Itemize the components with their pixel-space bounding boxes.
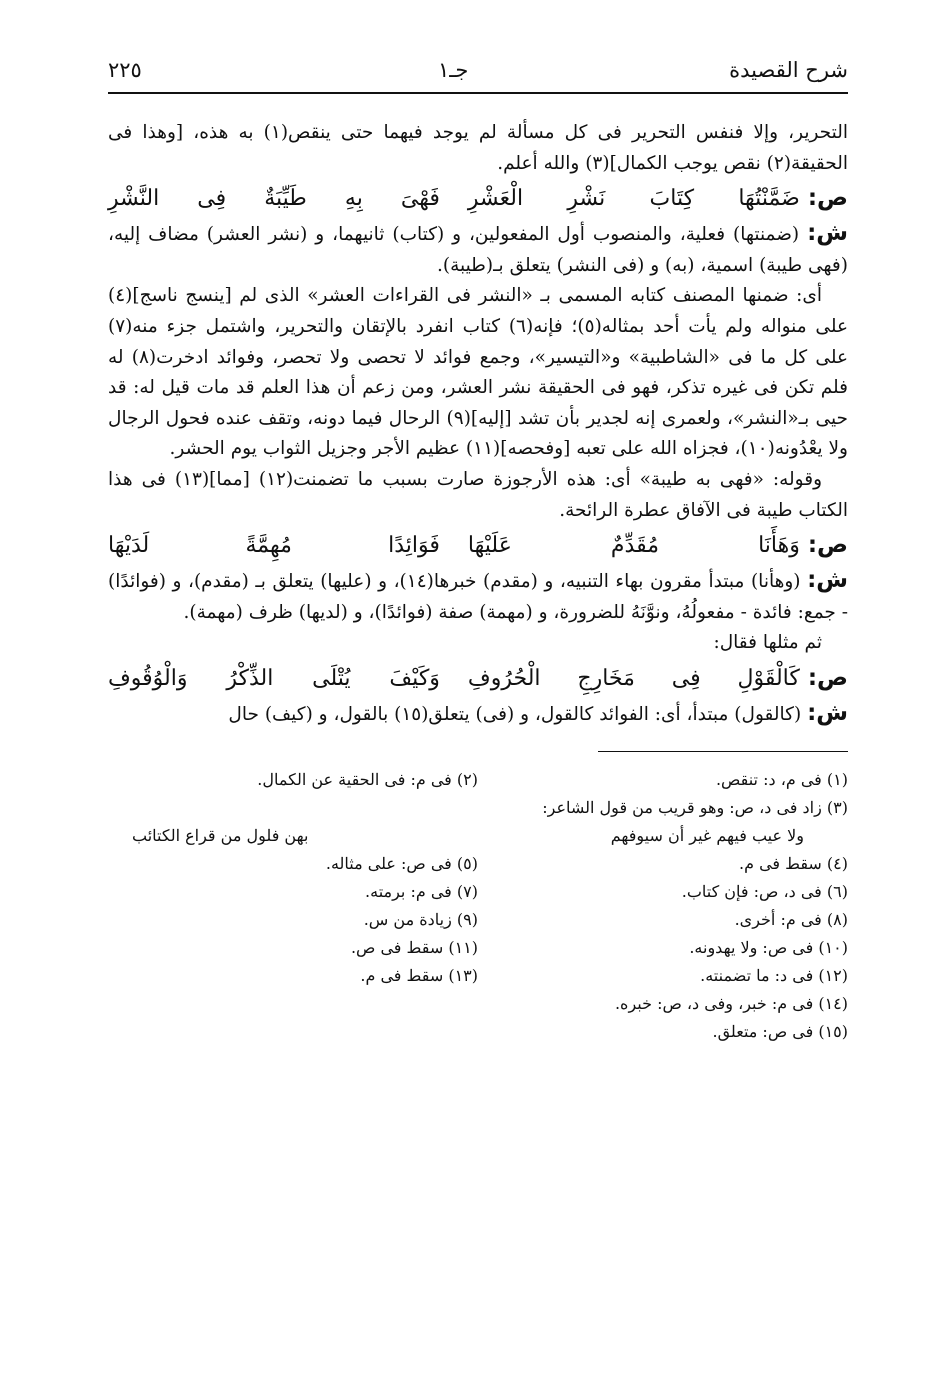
footnote-6: (٦) فى د، ص: فإن كتاب. (681, 881, 848, 901)
verse-label: ص: (807, 532, 848, 559)
footnote-7: (٧) فى م: برمته. (365, 881, 478, 901)
book-page (108, 52, 848, 1046)
verse-1-hemistich-2: فَهْىَ بِهِ طَيِّبَةٌ فِى النَّشْرِ (107, 186, 440, 212)
paragraph-4: وقوله: «فهى به طيبة» أى: هذه الأرجوزة صارت بسبب ما تضمنت(١٢) [مما](١٣) فى هذا الكتاب طيبة فى الآفاق عطرة الرائحة. (108, 468, 848, 521)
volume-marker: جـ١ (438, 58, 469, 82)
footnote-2: (٢) فى م: فى الحقية عن الكمال. (257, 769, 478, 789)
verse-label: ص: (807, 185, 848, 212)
verse-3-hemistich-1: كَالْقَوْلِ فِى مَخَارِجِ الْحُرُوفِ (467, 665, 800, 691)
footnote-row (108, 850, 848, 878)
page-header (108, 52, 848, 94)
commentary-3 (108, 698, 848, 731)
footnote-10: (١٠) فى ص: ولا يهدونه. (689, 937, 848, 957)
commentary-3-text: (كالقول) مبتدأ، أى: الفوائد كالقول، و (فى) يتعلق(١٥) بالقول، و (كيف) حال (228, 703, 802, 725)
poem-hemistich-1: ولا عيب فيهم غير أن سيوفهم (610, 825, 804, 845)
page-number: ٢٢٥ (108, 58, 142, 82)
footnote-separator (598, 751, 848, 752)
commentary-2 (108, 565, 848, 628)
footnote-12: (١٢) فى د: ما تضمنته. (700, 965, 848, 985)
paragraph-6: ثم مثلها فقال: (713, 632, 822, 654)
footnote-row (108, 906, 848, 934)
footnote-3: (٣) زاد فى د، ص: وهو قريب من قول الشاعر: (542, 797, 848, 817)
commentary-label: ش: (807, 567, 848, 594)
footnote-14: (١٤) فى م: خبر، وفى د، ص: خبره. (614, 993, 848, 1013)
verse-1-hemistich-1: ضَمَّنْتُهَا كِتَابَ نَشْرِ الْعَشْرِ (467, 186, 800, 212)
footnote-row (108, 878, 848, 906)
footnote-13: (١٣) سقط فى م. (360, 965, 478, 985)
verse-2 (108, 528, 848, 563)
footnote-row (108, 934, 848, 962)
footnote-11: (١١) سقط فى ص. (350, 937, 478, 957)
verse-2-hemistich-1: وَهَأَنَا مُقَدِّمٌ عَلَيْهَا (467, 533, 800, 559)
footnote-3-poem (108, 822, 848, 850)
paragraph-1: التحرير، وإلا فنفس التحرير فى كل مسألة لم يوجد فيهما حتى ينقص(١) به هذه، [وهذا فى الحقيقة(٢) نقص يوجب الكمال](٣) والله أعلم. (108, 122, 848, 174)
footnote-1: (١) فى م، د: تنقص. (715, 769, 848, 789)
footnote-15: (١٥) فى ص: متعلق. (712, 1021, 848, 1041)
footnote-row (108, 766, 848, 794)
commentary-1-text: (ضمنتها) فعلية، والمنصوب أول المفعولين، و (كتاب) ثانيهما، و (نشر العشر) مضاف إليه، (فهى طيبة) اسمية، (به) و (فى النشر) يتعلق بـ(طيبة). (108, 224, 848, 276)
footnote-8: (٨) فى م: أخرى. (734, 909, 848, 929)
commentary-label: ش: (807, 699, 848, 726)
page-body (108, 118, 848, 731)
footnote-5: (٥) فى ص: على مثاله. (325, 853, 478, 873)
commentary-1 (108, 218, 848, 281)
verse-2-hemistich-2: فَوَائِدًا مُهِمَّةً لَدَيْهَا (107, 533, 440, 559)
footnote-9: (٩) زيادة من س. (363, 909, 478, 929)
paragraph-3: أى: ضمنها المصنف كتابه المسمى بـ «النشر فى القراءات العشر» الذى لم [ينسج ناسج](٤) على منواله ولم يأت أحد بمثاله(٥)؛ فإنه(٦) كتاب انفرد بالإتقان والتحرير، واشتمل جزء منه(٧) على كل ما فى «الشاطبية» و«التيسير»، وجمع فوائد لا تحصى ولا تحصر، وفوائد ادخرت(٨) له فلم تكن فى غيره تذكر، فهو فى الحقيقة نشر العشر، ومن زعم أن هذا العلم قد مات قيل له: قد حيى بـ«النشر»، ولعمرى إنه لجدير بأن تشد [إليه](٩) الرحال فيما دونه، وتقف عنده فحول الرجال ولا يعْدُونه(١٠)، فجزاه الله على تعبه [وفحصه](١١) عظيم الأجر وجزيل الثواب يوم الحشر. (108, 285, 849, 460)
verse-3 (108, 661, 848, 696)
commentary-2-text: (وهأنا) مبتدأ مقرون بهاء التنبيه، و (مقدم) خبرها(١٤)، و (عليها) يتعلق بـ (مقدم)، و (فوائدًا) - جمع: فائدة - مفعولُهُ، ونوَّنَهُ للضرورة، و (مهمة) صفة (فوائدًا)، و (لديها) ظرف (مهمة). (108, 571, 848, 623)
commentary-label: ش: (807, 220, 848, 247)
verse-label: ص: (807, 664, 848, 691)
verse-1 (108, 181, 848, 216)
running-title: شرح القصيدة (729, 58, 848, 82)
verse-3-hemistich-2: وَكَيْفَ يُتْلَى الذِّكْرُ وَالْوُقُوفِ (107, 665, 440, 691)
footnote-row (108, 962, 848, 990)
footnotes (108, 766, 848, 1046)
poem-hemistich-2: بهن فلول من قراع الكتائب (132, 825, 309, 845)
footnote-4: (٤) سقط فى م. (738, 853, 848, 873)
